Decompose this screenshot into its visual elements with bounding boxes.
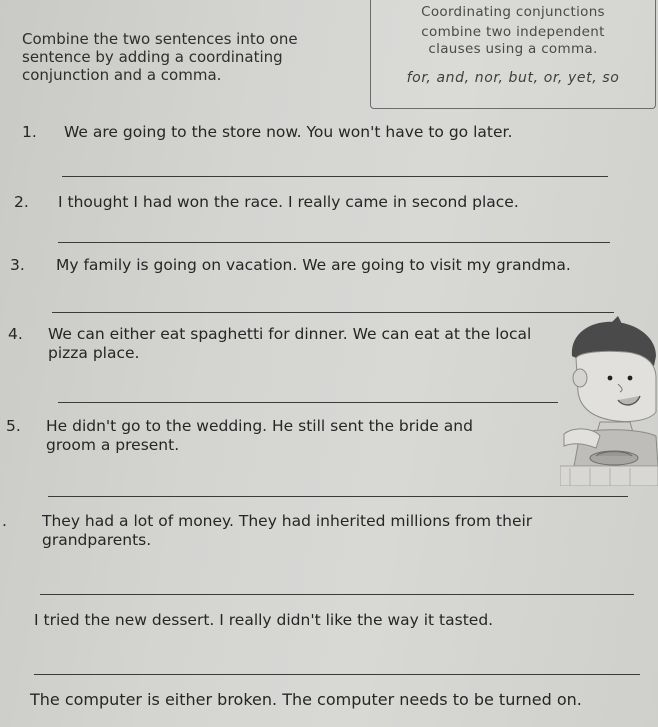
instructions-text: Combine the two sentences into one sentence by adding a coordinating conjunction and a comma. [22,30,298,84]
boy-cartoon-icon [560,316,658,490]
item-number: 1. [22,123,37,141]
item-number: 3. [10,256,25,274]
item-text: I thought I had won the race. I really came in second place. [58,193,519,211]
item-text: My family is going on vacation. We are going to visit my grandma. [56,256,571,274]
item-text: He didn't go to the wedding. He still sent the bride and groom a present. [46,417,473,454]
conjunctions-box [370,0,656,109]
item-text: We can either eat spaghetti for dinner. We can eat at the local pizza place. [48,325,532,362]
item-text: They had a lot of money. They had inherited millions from their grandparents. [42,512,533,549]
answer-line-1[interactable] [62,176,608,177]
answer-line-2[interactable] [58,242,610,243]
item-number: 4. [8,325,23,343]
conjunctions-box-title: Coordinating conjunctions [421,4,605,20]
item-text: The computer is either broken. The computer needs to be turned on. [30,690,582,709]
conjunctions-definition-text: combine two independent clauses using a comma. [421,24,605,57]
item-text: I tried the new dessert. I really didn't like the way it tasted. [34,611,494,629]
answer-line-4[interactable] [58,402,558,403]
answer-line-5[interactable] [48,496,628,497]
item-number: 2. [14,193,29,211]
item-text: We are going to the store now. You won't have to go later. [64,123,513,141]
item-number: . [2,512,7,530]
answer-line-6[interactable] [40,594,634,595]
conjunctions-box-definition [371,24,655,58]
conjunctions-list: for, and, nor, but, or, yet, so [406,70,620,86]
item-number: 5. [6,417,21,435]
answer-line-3[interactable] [52,312,614,313]
answer-line-7[interactable] [34,674,640,675]
